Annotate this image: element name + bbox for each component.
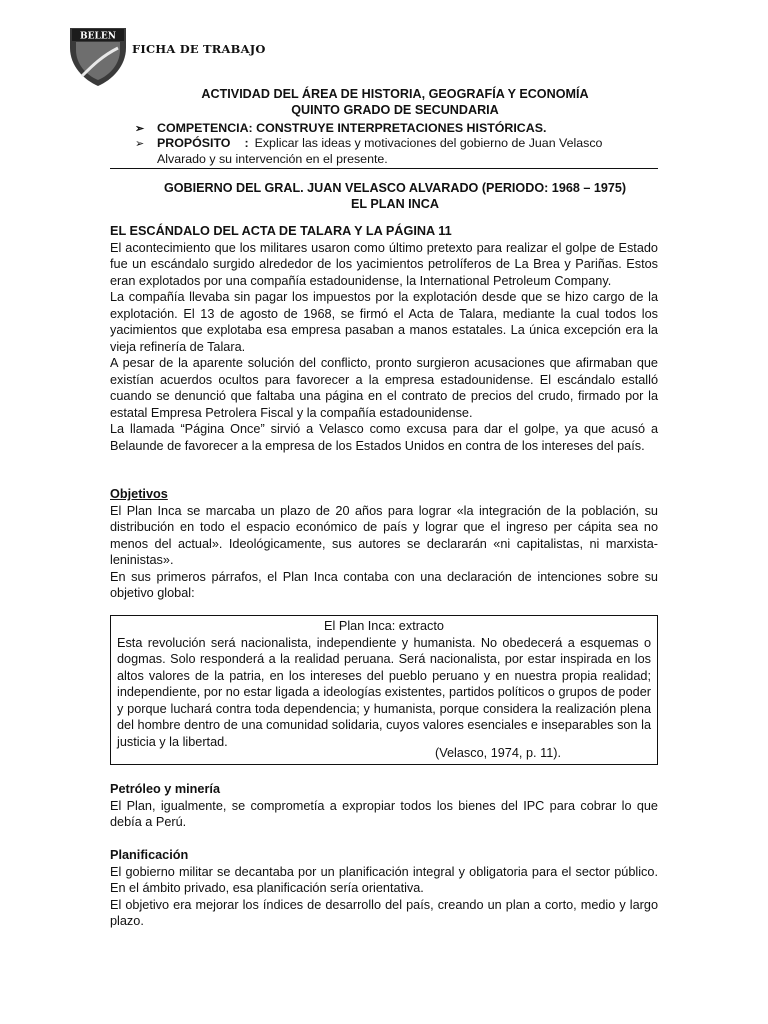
paragraph: A pesar de la aparente solución del conflicto, pronto surgieron acusaciones que afirmaban que existían acuerdos ocultos para favorecer a la empresa estadounidense. El escándalo estalló cuando se denunció que faltaba una página en el contrato de precios del crudo, firmado por la estatal Empresa Petrolera Fiscal y la compañía estadounidense. xyxy=(110,356,658,420)
paragraph: La compañía llevaba sin pagar los impuestos por la explotación desde que se hizo cargo de la explotación. El 13 de agosto de 1968, se firmó el Acta de Talara, mediante la cual todos los yacimientos que explotaba esa empresa pasaban a manos estatales. La única excepción era la vieja refinería de Talara. xyxy=(110,290,658,354)
paragraph: El gobierno militar se decantaba por un planificación integral y obligatoria para el sector público. En el ámbito privado, esa planificación sería orientativa. xyxy=(110,864,658,895)
proposito-text: Explicar las ideas y motivaciones del gobierno de Juan Velasco xyxy=(254,136,603,150)
paragraph: En sus primeros párrafos, el Plan Inca contaba con una declaración de intenciones sobre su objetivo global: xyxy=(110,569,658,600)
section-planificacion xyxy=(110,847,658,930)
paragraph: El acontecimiento que los militares usaron como último pretexto para realizar el golpe de Estado fue un escándalo surgido alrededor de los yacimientos petrolíferos de La Brea y Pariñas. Estos eran explotados por una compañía estadounidense, la International Petroleum Company. xyxy=(110,240,658,288)
extract-text: Esta revolución será nacionalista, independiente y humanista. No obedecerá a esquemas o dogmas. Solo responderá a la realidad peruana. Será nacionalista, por estar inspirada en los altos valores de la patria, en los intereses del pueblo peruano y en nuestra propia realidad; independiente, por no estar ligada a ideologías existentes, partidos políticos o grupos de poder y porque luchará contra toda dependencia; y humanista, porque considera la realización plena del hombre dentro de una comunidad solidaria, cuyos valores esenciales e inseparables son la justicia y la libertad. xyxy=(117,635,651,749)
arrow-bullet-icon: ➢ xyxy=(135,123,145,135)
ficha-label: FICHA DE TRABAJO xyxy=(132,42,266,56)
topic-subtitle: EL PLAN INCA xyxy=(351,197,439,211)
header-divider xyxy=(110,168,658,169)
section-heading: EL ESCÁNDALO DEL ACTA DE TALARA Y LA PÁGINA 11 xyxy=(110,224,452,238)
proposito-label: PROPÓSITO xyxy=(157,136,231,150)
paragraph: El Plan, igualmente, se comprometía a expropiar todos los bienes del IPC para cobrar lo que debía a Perú. xyxy=(110,798,658,829)
extract-citation: (Velasco, 1974, p. 11). xyxy=(434,745,561,760)
arrow-bullet-icon: ➢ xyxy=(135,138,145,150)
extract-title: El Plan Inca: extracto xyxy=(324,619,444,633)
grade-title: QUINTO GRADO DE SECUNDARIA xyxy=(291,103,499,117)
section-petroleo xyxy=(110,781,658,831)
extract-box xyxy=(110,615,658,765)
section-heading: Planificación xyxy=(110,848,189,862)
proposito-item xyxy=(135,136,660,150)
topic-title: GOBIERNO DEL GRAL. JUAN VELASCO ALVARADO (PERIODO: 1968 – 1975) xyxy=(163,181,627,195)
section-objetivos xyxy=(110,486,658,602)
paragraph: El Plan Inca se marcaba un plazo de 20 años para lograr «la integración de la población, su distribución en todo el espacio económico de país y lograr que el ingreso per cápita sea no menos del actual». Ideológicamente, sus autores se declararán «ni capitalistas, ni marxista-leninistas». xyxy=(110,503,658,567)
competencia-text: COMPETENCIA: CONSTRUYE INTERPRETACIONES HISTÓRICAS. xyxy=(157,121,547,135)
section-heading: Objetivos xyxy=(110,487,168,501)
activity-title: ACTIVIDAD DEL ÁREA DE HISTORIA, GEOGRAFÍA Y ECONOMÍA xyxy=(201,87,589,101)
section-heading: Petróleo y minería xyxy=(110,782,220,796)
proposito-colon: : xyxy=(244,136,249,150)
section-talara xyxy=(110,223,658,454)
proposito-text-continued: Alvarado y su intervención en el presente. xyxy=(157,152,388,166)
logo-text: BELEN xyxy=(80,31,116,42)
paragraph: El objetivo era mejorar los índices de desarrollo del país, creando un plan a corto, medio y largo plazo. xyxy=(110,897,658,928)
competencia-item xyxy=(135,121,546,135)
paragraph: La llamada “Página Once” sirvió a Velasco como excusa para dar el golpe, ya que acusó a Belaunde de favorecer a la empresa de los Estados Unidos en contra de los intereses del país. xyxy=(110,422,658,453)
belen-shield-logo xyxy=(68,26,128,88)
